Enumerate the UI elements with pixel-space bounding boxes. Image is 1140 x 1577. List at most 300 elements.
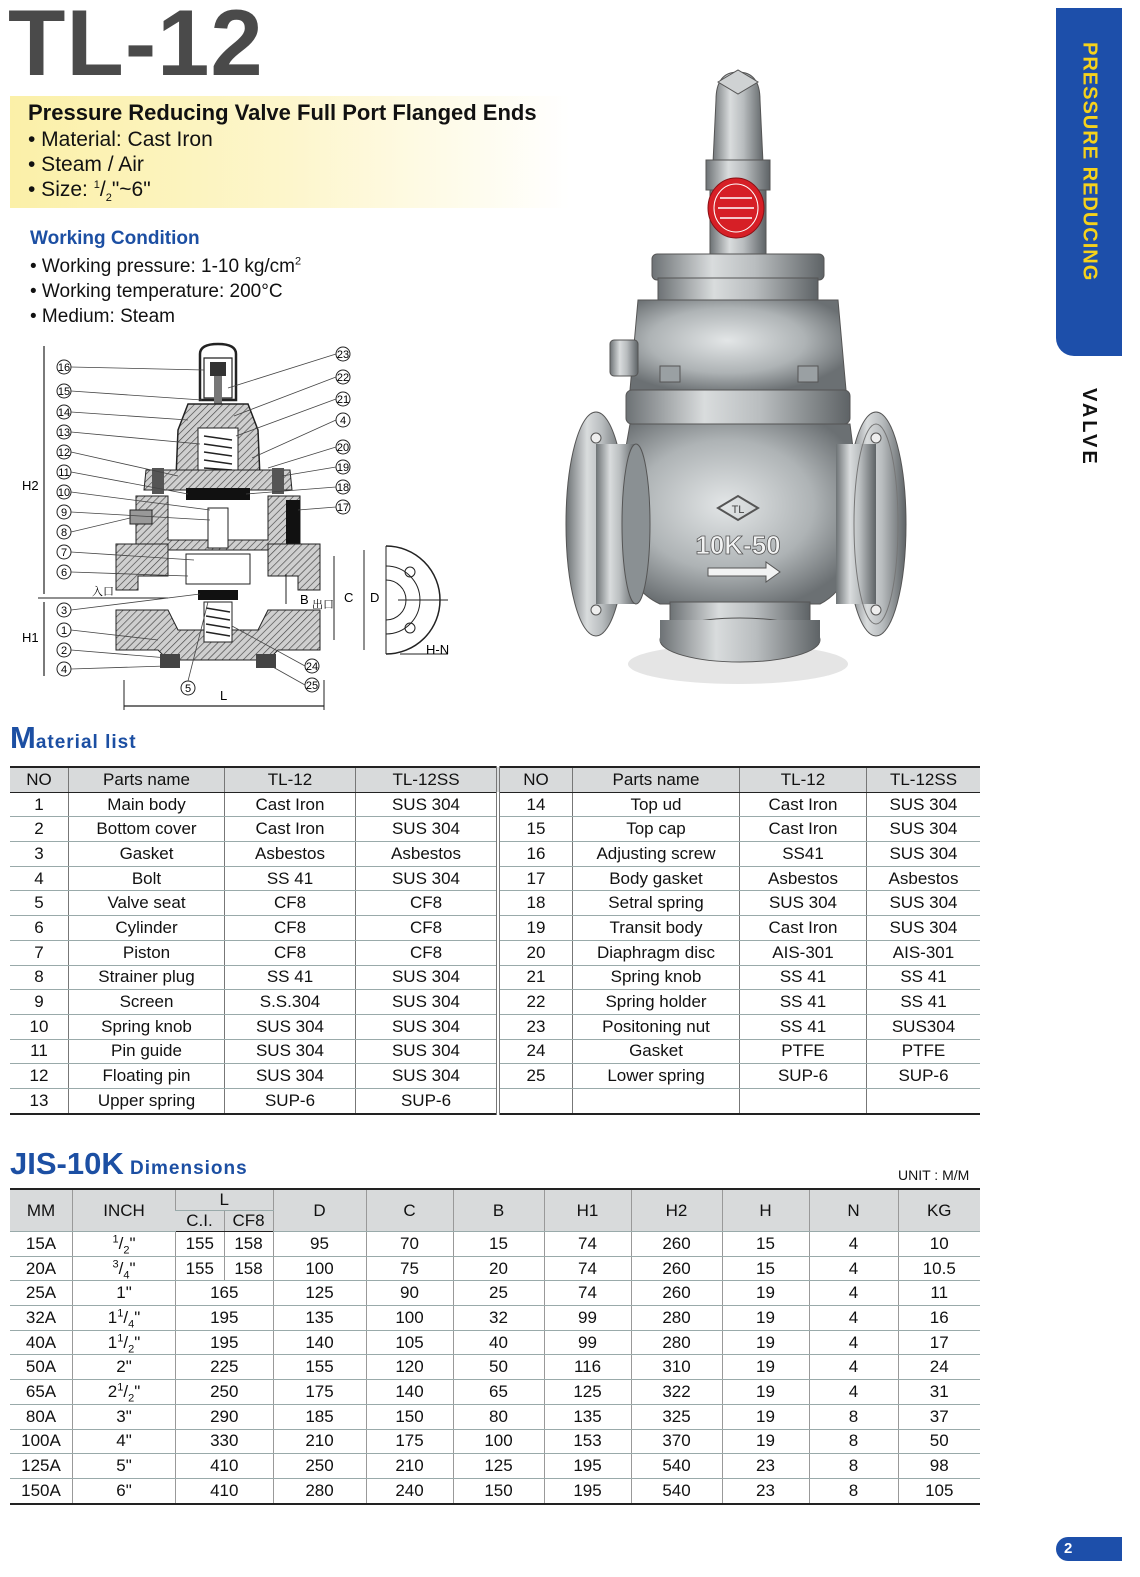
table-cell <box>867 1088 981 1113</box>
svg-text:20: 20 <box>336 442 350 454</box>
table-cell: SS 41 <box>225 866 356 891</box>
table-cell: 24 <box>898 1355 980 1380</box>
table-cell: 325 <box>631 1404 722 1429</box>
table-cell: Cast Iron <box>225 792 356 817</box>
table-cell: 225 <box>176 1355 274 1380</box>
label-h2: H2 <box>22 478 39 493</box>
label-c: C <box>344 590 354 605</box>
table-cell: 4 <box>10 866 69 891</box>
table-cell: SUS 304 <box>225 1014 356 1039</box>
table-cell: Screen <box>69 990 225 1015</box>
table-cell: 20 <box>498 940 573 965</box>
table-cell: Asbestos <box>356 842 499 867</box>
table-cell: SUS 304 <box>225 1039 356 1064</box>
table-cell: SUS 304 <box>867 842 981 867</box>
svg-text:1: 1 <box>60 625 68 637</box>
table-cell <box>498 1088 573 1113</box>
table-cell: 240 <box>366 1478 453 1503</box>
feature-medium: • Steam / Air <box>28 153 144 176</box>
table-row <box>10 916 980 941</box>
table-row <box>10 1039 980 1064</box>
table-cell: SUS 304 <box>225 1064 356 1089</box>
table-cell: 74 <box>544 1281 631 1306</box>
side-tab-label: PRESSURE REDUCING <box>1078 42 1101 282</box>
table-row <box>10 1380 980 1405</box>
table-cell: 250 <box>176 1380 274 1405</box>
table-cell: 9 <box>10 990 69 1015</box>
table-cell: 23 <box>498 1014 573 1039</box>
table-cell: 17 <box>898 1330 980 1355</box>
table-cell: SUS 304 <box>356 965 499 990</box>
table-cell <box>573 1088 740 1113</box>
feature-list <box>28 127 213 205</box>
table-cell: 210 <box>273 1429 366 1454</box>
table-cell: Positoning nut <box>573 1014 740 1039</box>
table-cell: 37 <box>898 1404 980 1429</box>
svg-text:13: 13 <box>57 427 71 439</box>
table-cell: 98 <box>898 1454 980 1479</box>
table-cell: SUP-6 <box>740 1064 867 1089</box>
table-cell: 370 <box>631 1429 722 1454</box>
svg-text:6: 6 <box>60 567 68 579</box>
table-cell: SUS 304 <box>867 792 981 817</box>
table-cell: SUS 304 <box>867 817 981 842</box>
col-tl12: TL-12 <box>225 767 356 792</box>
table-cell: 15A <box>10 1232 73 1257</box>
table-cell: Cast Iron <box>740 916 867 941</box>
table-cell: SS 41 <box>740 990 867 1015</box>
table-cell: 185 <box>273 1404 366 1429</box>
table-row <box>10 891 980 916</box>
svg-text:22: 22 <box>336 372 350 384</box>
table-cell: Top ud <box>573 792 740 817</box>
col-l-cf8: CF8 <box>224 1211 273 1232</box>
col-kg: KG <box>898 1189 980 1232</box>
table-cell: 8 <box>809 1404 898 1429</box>
table-cell: 20A <box>10 1256 73 1281</box>
label-hn: H-N <box>426 642 450 657</box>
table-row <box>10 1014 980 1039</box>
table-cell: 8 <box>809 1454 898 1479</box>
table-cell: Setral spring <box>573 891 740 916</box>
table-cell: 75 <box>366 1256 453 1281</box>
col-tl12-2: TL-12 <box>740 767 867 792</box>
svg-text:14: 14 <box>57 407 71 419</box>
table-row <box>10 1281 980 1306</box>
table-cell: 19 <box>498 916 573 941</box>
inch-cell: $2^1/_2$" <box>73 1380 176 1405</box>
table-cell: 195 <box>176 1330 274 1355</box>
col-h1: H1 <box>544 1189 631 1232</box>
table-cell: 90 <box>366 1281 453 1306</box>
table-cell: 19 <box>722 1429 809 1454</box>
label-h1: H1 <box>22 630 39 645</box>
table-cell: 158 <box>224 1256 273 1281</box>
col-d: D <box>273 1189 366 1232</box>
svg-text:16: 16 <box>57 362 71 374</box>
table-cell: 23 <box>722 1478 809 1503</box>
table-cell: 540 <box>631 1454 722 1479</box>
svg-text:2: 2 <box>60 645 68 657</box>
table-cell: 125 <box>544 1380 631 1405</box>
svg-text:9: 9 <box>60 507 68 519</box>
table-cell: 40A <box>10 1330 73 1355</box>
table-cell: 195 <box>176 1306 274 1331</box>
svg-text:7: 7 <box>60 547 68 559</box>
table-cell: 4 <box>809 1256 898 1281</box>
table-cell: 23 <box>722 1454 809 1479</box>
table-cell: 410 <box>176 1478 274 1503</box>
table-cell: SUS304 <box>867 1014 981 1039</box>
col-l: L <box>176 1189 274 1211</box>
inch-cell: 3" <box>73 1404 176 1429</box>
table-cell: 16 <box>898 1306 980 1331</box>
table-row <box>10 940 980 965</box>
svg-text:25: 25 <box>305 680 319 692</box>
table-cell: 125 <box>273 1281 366 1306</box>
table-cell: SUS 304 <box>356 1014 499 1039</box>
table-cell: SUS 304 <box>867 891 981 916</box>
table-cell: 100A <box>10 1429 73 1454</box>
table-cell: 100 <box>273 1256 366 1281</box>
table-cell: SS 41 <box>740 1014 867 1039</box>
table-cell: SUS 304 <box>356 1039 499 1064</box>
inch-cell: $^1/_2$" <box>73 1232 176 1257</box>
table-cell: Gasket <box>69 842 225 867</box>
table-cell: 150 <box>453 1478 544 1503</box>
material-list-table <box>10 766 980 1115</box>
table-cell: 50A <box>10 1355 73 1380</box>
photo-marking: 10K-50 <box>695 530 781 560</box>
svg-text:24: 24 <box>305 661 319 673</box>
table-cell: 260 <box>631 1281 722 1306</box>
table-cell: 3 <box>10 842 69 867</box>
table-cell: Top cap <box>573 817 740 842</box>
table-cell: 32A <box>10 1306 73 1331</box>
table-cell: Gasket <box>573 1039 740 1064</box>
table-cell: 99 <box>544 1330 631 1355</box>
inch-cell: 1" <box>73 1281 176 1306</box>
svg-text:15: 15 <box>57 386 71 398</box>
dimensions-table <box>10 1188 980 1505</box>
table-cell: Adjusting screw <box>573 842 740 867</box>
table-cell: 135 <box>544 1404 631 1429</box>
table-row <box>10 1064 980 1089</box>
table-row <box>10 817 980 842</box>
table-cell: 10.5 <box>898 1256 980 1281</box>
table-cell: 19 <box>722 1281 809 1306</box>
col-h: H <box>722 1189 809 1232</box>
table-cell: 105 <box>898 1478 980 1503</box>
col-c: C <box>366 1189 453 1232</box>
col-no: NO <box>10 767 69 792</box>
table-cell: SUP-6 <box>867 1064 981 1089</box>
table-cell: 310 <box>631 1355 722 1380</box>
table-cell: 25 <box>453 1281 544 1306</box>
table-cell: 260 <box>631 1256 722 1281</box>
table-cell: SUS 304 <box>356 866 499 891</box>
unit-label: UNIT : M/M <box>898 1167 970 1183</box>
table-cell: 8 <box>809 1478 898 1503</box>
label-inlet: 入口 <box>92 586 114 598</box>
table-cell: 155 <box>176 1232 225 1257</box>
table-cell: Spring holder <box>573 990 740 1015</box>
table-cell: 17 <box>498 866 573 891</box>
table-cell: 105 <box>366 1330 453 1355</box>
col-tl12ss-2: TL-12SS <box>867 767 981 792</box>
table-row <box>10 1256 980 1281</box>
table-cell: Valve seat <box>69 891 225 916</box>
table-cell: 4 <box>809 1306 898 1331</box>
table-cell: SUS 304 <box>356 1064 499 1089</box>
table-cell: 120 <box>366 1355 453 1380</box>
table-cell: Pin guide <box>69 1039 225 1064</box>
table-cell: SUS 304 <box>740 891 867 916</box>
table-cell: 280 <box>631 1306 722 1331</box>
table-row <box>10 1088 980 1113</box>
table-cell: 15 <box>722 1256 809 1281</box>
table-cell: 290 <box>176 1404 274 1429</box>
table-cell: 165 <box>176 1281 274 1306</box>
table-cell: Asbestos <box>867 866 981 891</box>
table-cell: SUS 304 <box>867 916 981 941</box>
table-cell: 140 <box>273 1330 366 1355</box>
material-header-row <box>10 767 980 792</box>
table-cell: 8 <box>809 1429 898 1454</box>
label-outlet: 出口 <box>312 599 334 611</box>
table-cell: CF8 <box>225 916 356 941</box>
model-title: TL-12 <box>8 0 264 95</box>
table-cell: 11 <box>10 1039 69 1064</box>
table-cell: 15 <box>453 1232 544 1257</box>
table-row <box>10 990 980 1015</box>
dimensions-title: JIS-10K Dimensions <box>10 1146 248 1181</box>
table-cell: 155 <box>273 1355 366 1380</box>
svg-text:17: 17 <box>336 502 350 514</box>
table-cell: 125A <box>10 1454 73 1479</box>
table-cell: 100 <box>453 1429 544 1454</box>
table-cell: Cast Iron <box>740 817 867 842</box>
side-category-label: VALVE <box>1078 388 1100 467</box>
table-cell: 175 <box>366 1429 453 1454</box>
table-cell: 150 <box>366 1404 453 1429</box>
svg-text:23: 23 <box>336 349 350 361</box>
table-cell: 195 <box>544 1478 631 1503</box>
inch-cell: 6" <box>73 1478 176 1503</box>
table-cell: SS 41 <box>867 990 981 1015</box>
inch-cell: 5" <box>73 1454 176 1479</box>
table-cell: Diaphragm disc <box>573 940 740 965</box>
working-condition-title: Working Condition <box>30 228 200 249</box>
feature-material: • Material: Cast Iron <box>28 128 213 151</box>
svg-text:4: 4 <box>339 415 347 427</box>
inch-cell: $^3/_4$" <box>73 1256 176 1281</box>
table-cell: 280 <box>273 1478 366 1503</box>
inch-cell: 2" <box>73 1355 176 1380</box>
table-cell: 6 <box>10 916 69 941</box>
table-cell: CF8 <box>356 916 499 941</box>
svg-text:10: 10 <box>57 487 71 499</box>
table-row <box>10 1306 980 1331</box>
table-cell: 12 <box>10 1064 69 1089</box>
table-cell: Body gasket <box>573 866 740 891</box>
svg-text:18: 18 <box>336 482 350 494</box>
table-cell: 140 <box>366 1380 453 1405</box>
table-cell: Spring knob <box>573 965 740 990</box>
col-parts-name: Parts name <box>69 767 225 792</box>
table-row <box>10 1404 980 1429</box>
table-cell: Asbestos <box>225 842 356 867</box>
table-cell: AIS-301 <box>867 940 981 965</box>
svg-text:5: 5 <box>184 683 192 695</box>
table-cell: 260 <box>631 1232 722 1257</box>
table-cell: Upper spring <box>69 1088 225 1113</box>
table-cell: Spring knob <box>69 1014 225 1039</box>
table-cell: 80 <box>453 1404 544 1429</box>
table-cell: 31 <box>898 1380 980 1405</box>
table-cell: 21 <box>498 965 573 990</box>
table-cell: 5 <box>10 891 69 916</box>
dim-header-row-1 <box>10 1189 980 1211</box>
table-cell: 153 <box>544 1429 631 1454</box>
svg-text:3: 3 <box>60 605 68 617</box>
material-list-title: Material list <box>10 720 137 755</box>
table-cell: 4 <box>809 1281 898 1306</box>
svg-text:19: 19 <box>336 462 350 474</box>
table-cell: 74 <box>544 1232 631 1257</box>
table-cell: 175 <box>273 1380 366 1405</box>
table-cell: 18 <box>498 891 573 916</box>
table-cell: 322 <box>631 1380 722 1405</box>
table-cell: 65A <box>10 1380 73 1405</box>
table-cell: 155 <box>176 1256 225 1281</box>
table-cell: S.S.304 <box>225 990 356 1015</box>
col-h2: H2 <box>631 1189 722 1232</box>
table-cell: 2 <box>10 817 69 842</box>
table-cell: 410 <box>176 1454 274 1479</box>
table-cell: CF8 <box>356 940 499 965</box>
table-cell: Main body <box>69 792 225 817</box>
table-cell: SUS 304 <box>356 792 499 817</box>
table-row <box>10 1232 980 1257</box>
label-b: B <box>300 592 309 607</box>
working-pressure: • Working pressure: 1-10 $kg/cm^2$ <box>30 255 302 277</box>
table-cell: Bolt <box>69 866 225 891</box>
inch-cell: $1^1/_2$" <box>73 1330 176 1355</box>
working-medium: • Medium: Steam <box>30 306 175 327</box>
table-cell: SS 41 <box>867 965 981 990</box>
table-cell: SS 41 <box>225 965 356 990</box>
col-l-ci: C.I. <box>176 1211 225 1232</box>
table-cell: SUP-6 <box>356 1088 499 1113</box>
table-cell: SS41 <box>740 842 867 867</box>
table-cell: 50 <box>453 1355 544 1380</box>
page-number: 2 <box>1056 1537 1122 1561</box>
table-cell: 4 <box>809 1330 898 1355</box>
table-cell: CF8 <box>225 891 356 916</box>
table-cell: 250 <box>273 1454 366 1479</box>
svg-text:21: 21 <box>336 394 350 406</box>
table-cell: 7 <box>10 940 69 965</box>
table-cell: Cast Iron <box>225 817 356 842</box>
product-subtitle: Pressure Reducing Valve Full Port Flanged Ends <box>28 100 537 125</box>
table-cell: 19 <box>722 1330 809 1355</box>
col-tl12ss: TL-12SS <box>356 767 499 792</box>
table-cell: 100 <box>366 1306 453 1331</box>
table-cell: 158 <box>224 1232 273 1257</box>
table-cell: 22 <box>498 990 573 1015</box>
table-cell: 19 <box>722 1306 809 1331</box>
feature-size: • Size: $^1/_2"\sim 6$" <box>28 178 151 205</box>
working-condition-list <box>30 254 301 329</box>
table-cell: SUS 304 <box>356 817 499 842</box>
table-cell: Asbestos <box>740 866 867 891</box>
label-l: L <box>220 688 228 703</box>
table-cell: 13 <box>10 1088 69 1113</box>
table-cell: 50 <box>898 1429 980 1454</box>
table-cell: 16 <box>498 842 573 867</box>
col-inch: INCH <box>73 1189 176 1232</box>
valve-section-diagram <box>18 340 460 710</box>
table-cell: 125 <box>453 1454 544 1479</box>
table-cell: CF8 <box>225 940 356 965</box>
table-cell: 195 <box>544 1454 631 1479</box>
col-parts-name-2: Parts name <box>573 767 740 792</box>
table-cell: 74 <box>544 1256 631 1281</box>
svg-text:8: 8 <box>60 527 68 539</box>
table-cell: SS 41 <box>740 965 867 990</box>
table-cell: CF8 <box>356 891 499 916</box>
table-cell: 20 <box>453 1256 544 1281</box>
table-cell: 19 <box>722 1380 809 1405</box>
table-cell: 150A <box>10 1478 73 1503</box>
table-cell: 14 <box>498 792 573 817</box>
inch-cell: $1^1/_4$" <box>73 1306 176 1331</box>
table-row <box>10 1355 980 1380</box>
table-cell: SUS 304 <box>356 990 499 1015</box>
table-row <box>10 1454 980 1479</box>
table-cell: AIS-301 <box>740 940 867 965</box>
col-n: N <box>809 1189 898 1232</box>
table-cell: 95 <box>273 1232 366 1257</box>
table-cell: 25A <box>10 1281 73 1306</box>
table-row <box>10 1429 980 1454</box>
table-cell: 540 <box>631 1478 722 1503</box>
svg-text:4: 4 <box>60 664 68 676</box>
table-cell: 10 <box>898 1232 980 1257</box>
svg-text:11: 11 <box>58 467 70 479</box>
table-cell: Piston <box>69 940 225 965</box>
table-cell: PTFE <box>867 1039 981 1064</box>
table-cell: Floating pin <box>69 1064 225 1089</box>
working-temperature: • Working temperature: 200°C <box>30 281 283 302</box>
table-cell <box>740 1088 867 1113</box>
table-cell: 4 <box>809 1380 898 1405</box>
table-cell: 15 <box>498 817 573 842</box>
table-cell: 8 <box>10 965 69 990</box>
table-cell: 19 <box>722 1404 809 1429</box>
table-cell: 4 <box>809 1355 898 1380</box>
table-cell: 40 <box>453 1330 544 1355</box>
table-cell: 15 <box>722 1232 809 1257</box>
table-cell: 25 <box>498 1064 573 1089</box>
table-cell: Cast Iron <box>740 792 867 817</box>
table-cell: Bottom cover <box>69 817 225 842</box>
table-cell: 19 <box>722 1355 809 1380</box>
table-cell: 65 <box>453 1380 544 1405</box>
table-row <box>10 866 980 891</box>
table-cell: 210 <box>366 1454 453 1479</box>
